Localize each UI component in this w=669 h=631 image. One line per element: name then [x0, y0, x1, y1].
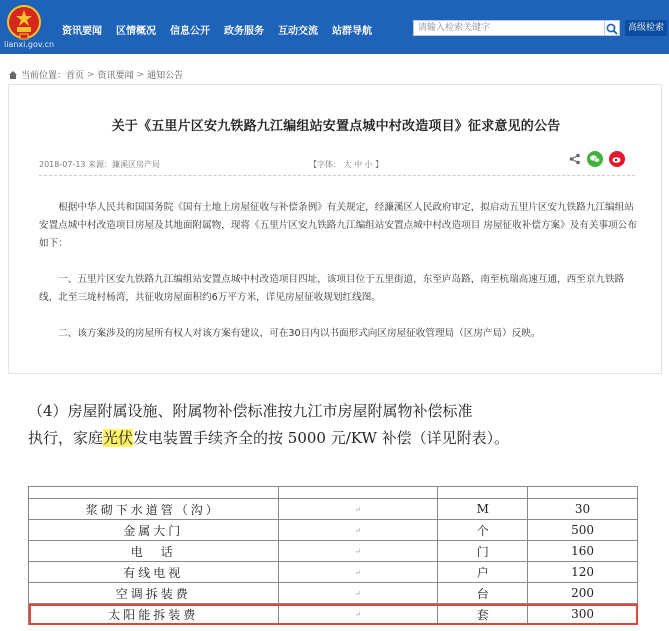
site-header [0, 0, 669, 54]
table-row [29, 499, 638, 520]
table-row [29, 520, 638, 541]
item-name: 浆砌下水道管（沟） [29, 499, 279, 520]
item-price: 200 [528, 583, 638, 604]
item-note: ↵ [278, 583, 438, 604]
breadcrumb-label: 当前位置： [21, 71, 67, 81]
item-unit: 套 [438, 604, 528, 625]
item-price: 30 [528, 499, 638, 520]
scan-text-line: （4）房屋附属设施、附属物补偿标准按九江市房屋附属物补偿标准 [28, 402, 473, 420]
item-note: ↵ [278, 541, 438, 562]
item-unit: 个 [438, 520, 528, 541]
article-meta: 2018-07-13 来源：濂溪区房产局 [39, 160, 161, 169]
item-note: ↵ [278, 520, 438, 541]
breadcrumb-news[interactable]: 资讯要闻 [97, 71, 134, 81]
item-unit: 台 [438, 583, 528, 604]
compensation-table [28, 486, 638, 631]
breadcrumb-notices[interactable]: 通知公告 [147, 71, 184, 81]
breadcrumb [8, 68, 183, 81]
item-name: 有线电视 [29, 562, 279, 583]
advanced-search-button[interactable]: 高级检索 [625, 20, 667, 36]
item-note: ↵ [278, 604, 438, 625]
item-unit: 户 [438, 562, 528, 583]
share-bar [563, 151, 625, 167]
item-unit: 门 [438, 541, 528, 562]
nav-item-interaction[interactable]: 互动交流 [278, 26, 318, 37]
table-row [29, 562, 638, 583]
nav-item-disclosure[interactable]: 信息公开 [170, 26, 210, 37]
breadcrumb-home[interactable]: 首页 [66, 71, 85, 81]
divider [39, 175, 635, 176]
item-name: 空调拆装费 [29, 583, 279, 604]
scan-text-line [28, 427, 668, 448]
item-price: 160 [528, 541, 638, 562]
item-price: 300 [528, 604, 638, 625]
wechat-icon[interactable] [587, 151, 603, 167]
nav-item-site-group[interactable]: 站群导航 [332, 26, 372, 37]
nav-item-services[interactable]: 政务服务 [224, 26, 264, 37]
article-title: 关于《五里片区安九铁路九江编组站安置点城中村改造项目》征求意见的公告 [111, 119, 561, 134]
font-size-control[interactable]: 【字体： 大 中 小 】 [309, 160, 384, 169]
nav-item-news[interactable]: 资讯要闻 [62, 26, 102, 37]
scan-text-segment: 发电装置手续齐全的按 5000 元/KW 补偿（详见附表）。 [133, 429, 510, 447]
article-card [8, 84, 662, 374]
scan-text-segment: 执行，家庭 [28, 429, 104, 447]
item-name: 金属大门 [29, 520, 279, 541]
item-note: ↵ [278, 499, 438, 520]
item-note: ↵ [278, 562, 438, 583]
item-name: 电 话 [29, 541, 279, 562]
article-paragraph: 根据中华人民共和国国务院《国有土地上房屋征收与补偿条例》有关规定，经濂溪区人民政府审定，拟启动五里片区安九铁路九江编组站安置点城中村改造项目房屋及其地面附属物，现将《五里片区安九铁路九江编组站安置点城中村改造项目 房屋征收补偿方案》及有关事项公布如下： [39, 202, 637, 249]
search-button[interactable] [604, 20, 620, 36]
breadcrumb-separator: > [136, 69, 145, 80]
site-domain: lianxi.gov.cn [4, 40, 55, 49]
search-icon [605, 22, 619, 36]
weibo-icon[interactable] [609, 151, 625, 167]
national-emblem-icon[interactable] [6, 4, 42, 42]
share-icon[interactable] [569, 153, 581, 165]
table-row [29, 583, 638, 604]
article-paragraph: 二、该方案涉及的房屋所有权人对该方案有建议，可在30日内以书面形式向区房屋征收管理局（区房产局）反映。 [58, 328, 541, 339]
main-nav [62, 22, 386, 37]
article-paragraph: 一、五里片区安九铁路九江编组站安置点城中村改造项目四址，该项目位于五里街道，东至庐岛路，南至杭瑞高速互通，西至京九铁路线，北至三垅村杨湾，共征收房屋面积约6万平方米，详见房屋征收规划红线图。 [39, 274, 625, 303]
highlighted-term: 光伏 [103, 429, 134, 447]
table-row-highlighted [29, 604, 638, 625]
item-price: 120 [528, 562, 638, 583]
home-icon [8, 70, 18, 80]
nav-item-overview[interactable]: 区情概况 [116, 26, 156, 37]
breadcrumb-separator: > [87, 69, 95, 80]
item-name: 太阳能拆装费 [29, 604, 279, 625]
search-input[interactable]: 请输入检索关键字 [413, 20, 605, 36]
item-price: 500 [528, 520, 638, 541]
item-unit: M [438, 499, 528, 520]
table-row [29, 541, 638, 562]
table-row [29, 487, 638, 499]
